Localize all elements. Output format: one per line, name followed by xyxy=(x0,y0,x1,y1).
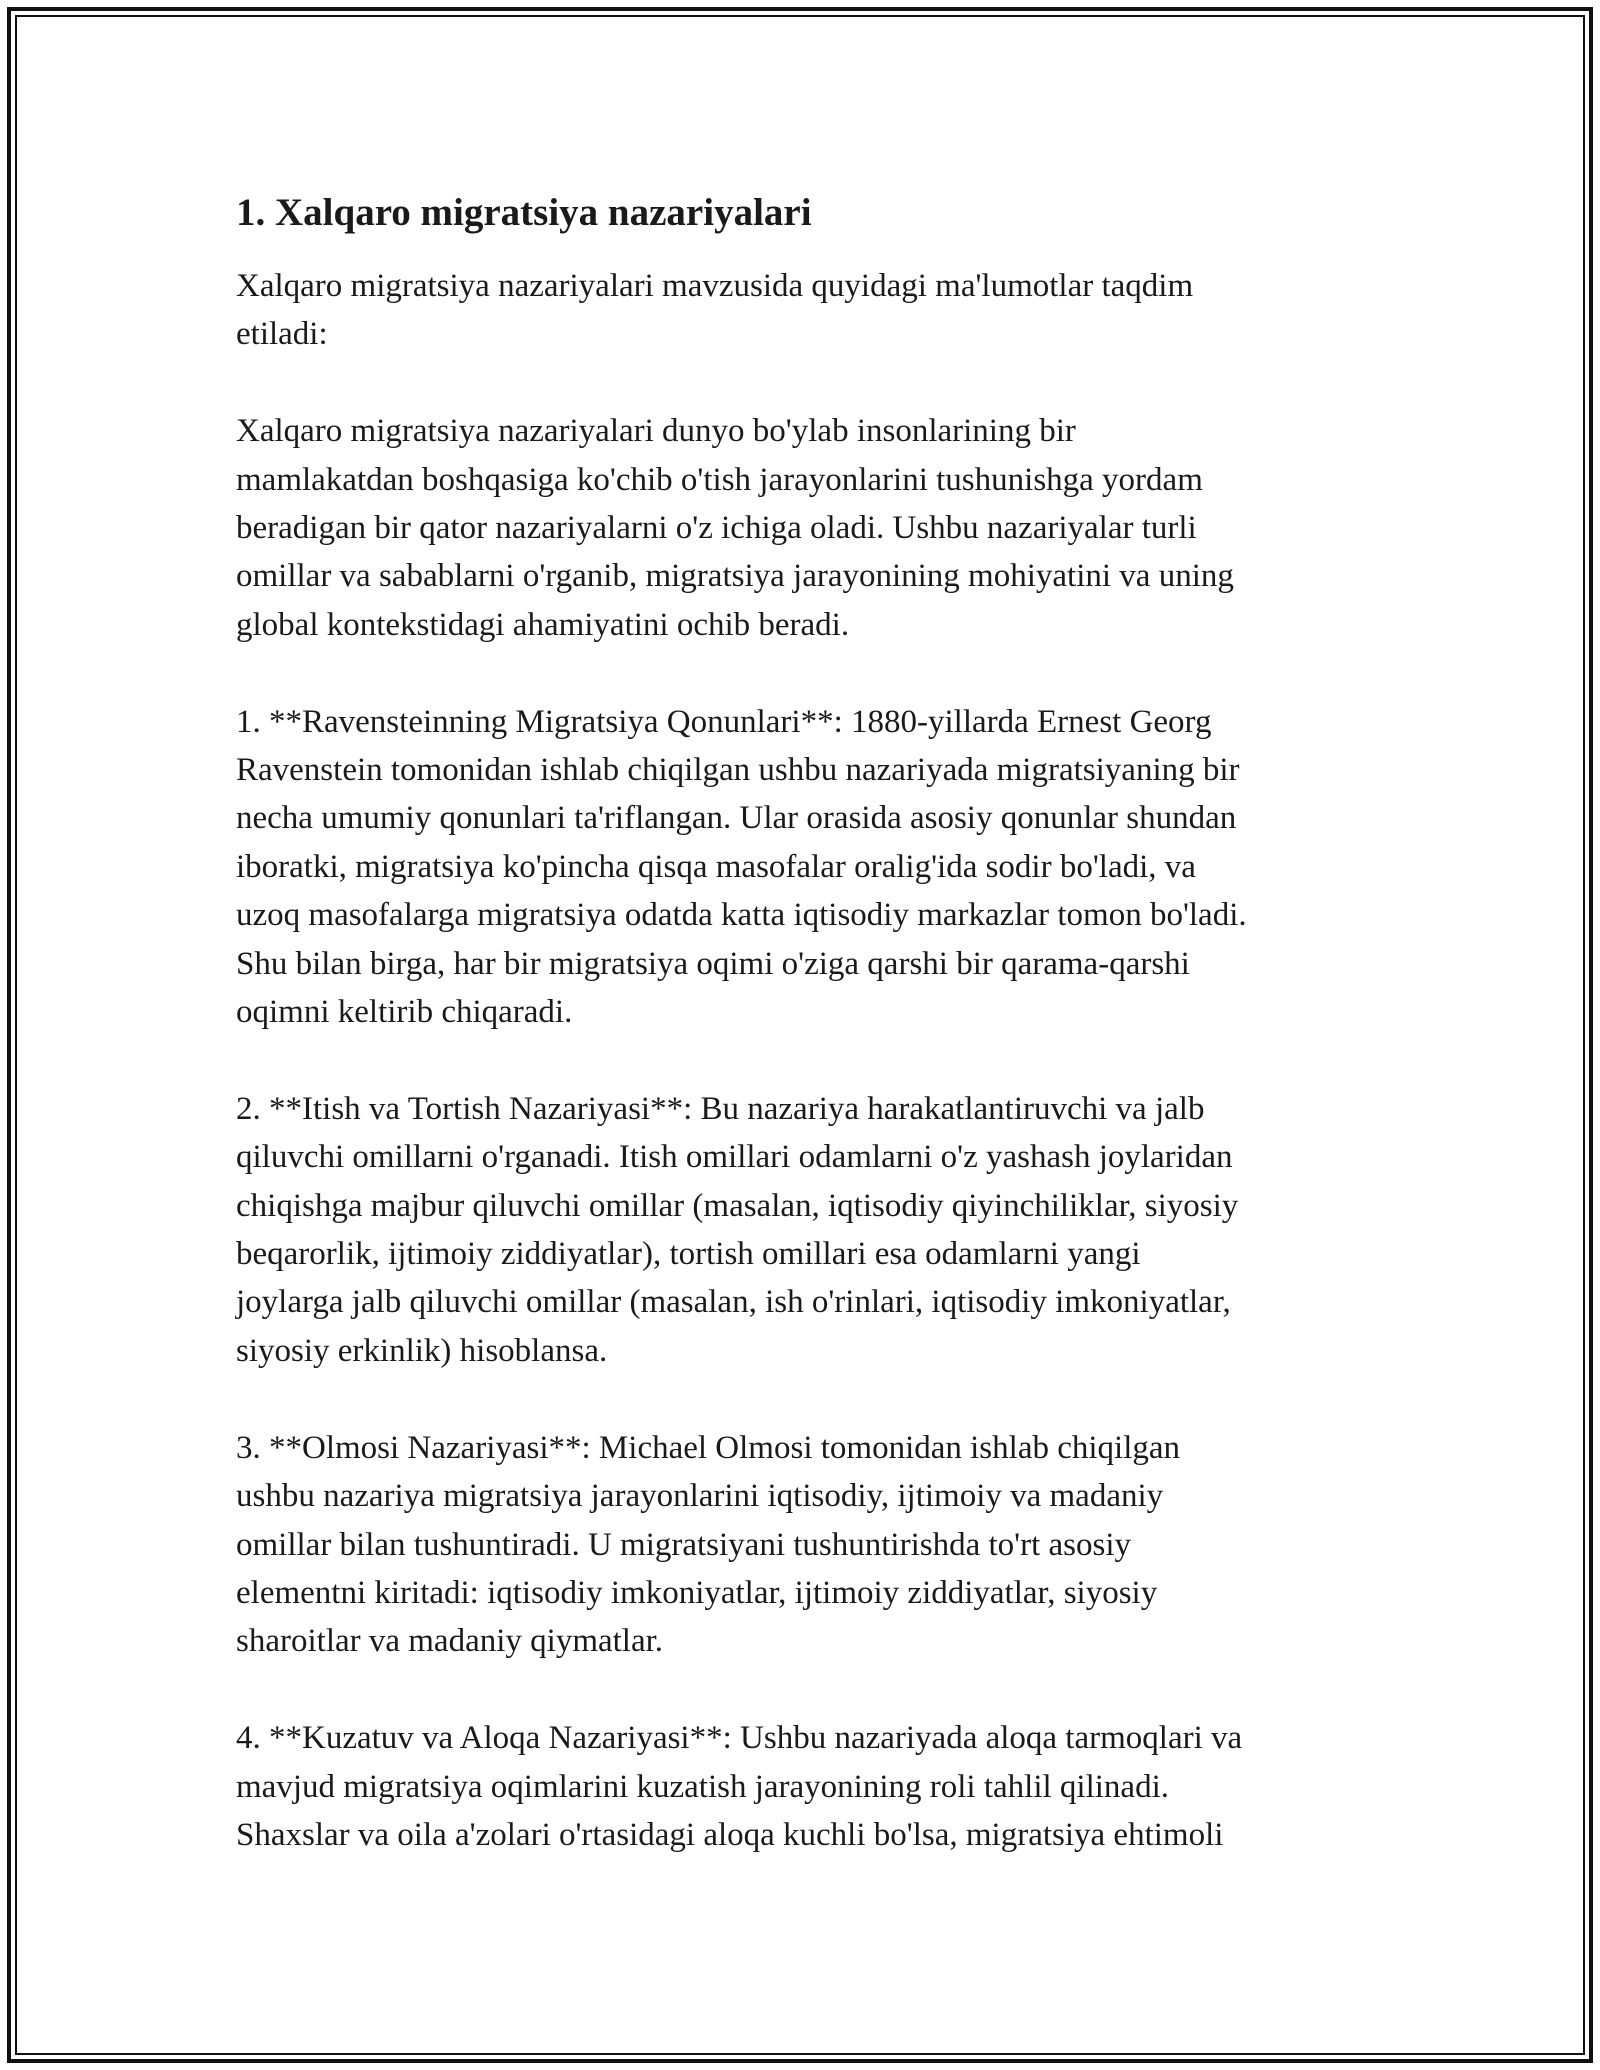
paragraph-gap xyxy=(236,1375,1376,1423)
paragraph-line: 1. **Ravensteinning Migratsiya Qonunlari**: 1880-yillarda Ernest Georg xyxy=(236,703,1212,740)
paragraph-line: joylarga jalb qiluvchi omillar (masalan, ish o'rinlari, iqtisodiy imkoniyatlar, xyxy=(236,1284,1231,1321)
document-page xyxy=(236,180,1376,1859)
paragraph-line: sharoitlar va madaniy qiymatlar. xyxy=(236,1623,664,1660)
paragraph-line: etiladi: xyxy=(236,316,328,353)
paragraph-gap xyxy=(236,359,1376,407)
paragraph-line: Shu bilan birga, har bir migratsiya oqimi o'ziga qarshi bir qarama-qarshi xyxy=(236,945,1190,982)
paragraph-line: siyosiy erkinlik) hisoblansa. xyxy=(236,1332,608,1369)
paragraph-line: necha umumiy qonunlari ta'riflangan. Ular orasida asosiy qonunlar shundan xyxy=(236,800,1237,837)
paragraph-gap xyxy=(236,649,1376,697)
paragraph-intro xyxy=(236,262,1376,359)
paragraph-gap xyxy=(236,1666,1376,1714)
paragraph-line: global kontekstidagi ahamiyatini ochib beradi. xyxy=(236,606,850,643)
paragraph-line: 2. **Itish va Tortish Nazariyasi**: Bu nazariya harakatlantiruvchi va jalb xyxy=(236,1090,1205,1127)
paragraph-line: Ravenstein tomonidan ishlab chiqilgan ushbu nazariyada migratsiyaning bir xyxy=(236,752,1240,789)
paragraph-line: Xalqaro migratsiya nazariyalari dunyo bo'ylab insonlarining bir xyxy=(236,413,1076,450)
paragraph-line: ushbu nazariya migratsiya jarayonlarini iqtisodiy, ijtimoiy va madaniy xyxy=(236,1478,1164,1515)
paragraph-line: 4. **Kuzatuv va Aloqa Nazariyasi**: Ushbu nazariyada aloqa tarmoqlari va xyxy=(236,1720,1243,1757)
paragraph-line: Shaxslar va oila a'zolari o'rtasidagi aloqa kuchli bo'lsa, migratsiya ehtimoli xyxy=(236,1816,1224,1853)
paragraph-network xyxy=(236,1714,1376,1859)
paragraph-line: elementni kiritadi: iqtisodiy imkoniyatlar, ijtimoiy ziddiyatlar, siyosiy xyxy=(236,1574,1158,1611)
paragraph-overview xyxy=(236,407,1376,649)
paragraph-gap xyxy=(236,1036,1376,1084)
paragraph-push-pull xyxy=(236,1085,1376,1375)
paragraph-line: mavjud migratsiya oqimlarini kuzatish jarayonining roli tahlil qilinadi. xyxy=(236,1768,1169,1805)
paragraph-line: uzoq masofalarga migratsiya odatda katta iqtisodiy markazlar tomon bo'ladi. xyxy=(236,897,1247,934)
paragraph-ravenstein xyxy=(236,698,1376,1037)
paragraph-line: oqimni keltirib chiqaradi. xyxy=(236,994,573,1031)
paragraph-line: chiqishga majbur qiluvchi omillar (masalan, iqtisodiy qiyinchiliklar, siyosiy xyxy=(236,1187,1239,1224)
paragraph-line: 3. **Olmosi Nazariyasi**: Michael Olmosi tomonidan ishlab chiqilgan xyxy=(236,1429,1181,1466)
paragraph-line: omillar bilan tushuntiradi. U migratsiyani tushuntirishda to'rt asosiy xyxy=(236,1526,1132,1563)
paragraph-line: qiluvchi omillarni o'rganadi. Itish omillari odamlarni o'z yashash joylaridan xyxy=(236,1139,1233,1176)
paragraph-line: iboratki, migratsiya ko'pincha qisqa masofalar oralig'ida sodir bo'ladi, va xyxy=(236,848,1196,885)
document-title: 1. Xalqaro migratsiya nazariyalari xyxy=(236,191,812,234)
paragraph-line: Xalqaro migratsiya nazariyalari mavzusida quyidagi ma'lumotlar taqdim xyxy=(236,268,1194,304)
paragraph-line: beradigan bir qator nazariyalarni o'z ichiga oladi. Ushbu nazariyalar turli xyxy=(236,510,1197,547)
paragraph-line: beqarorlik, ijtimoiy ziddiyatlar), tortish omillari esa odamlarni yangi xyxy=(236,1236,1141,1273)
paragraph-olmosi xyxy=(236,1424,1376,1666)
paragraph-line: omillar va sabablarni o'rganib, migratsiya jarayonining mohiyatini va uning xyxy=(236,558,1234,595)
paragraph-line: mamlakatdan boshqasiga ko'chib o'tish jarayonlarini tushunishga yordam xyxy=(236,461,1203,498)
